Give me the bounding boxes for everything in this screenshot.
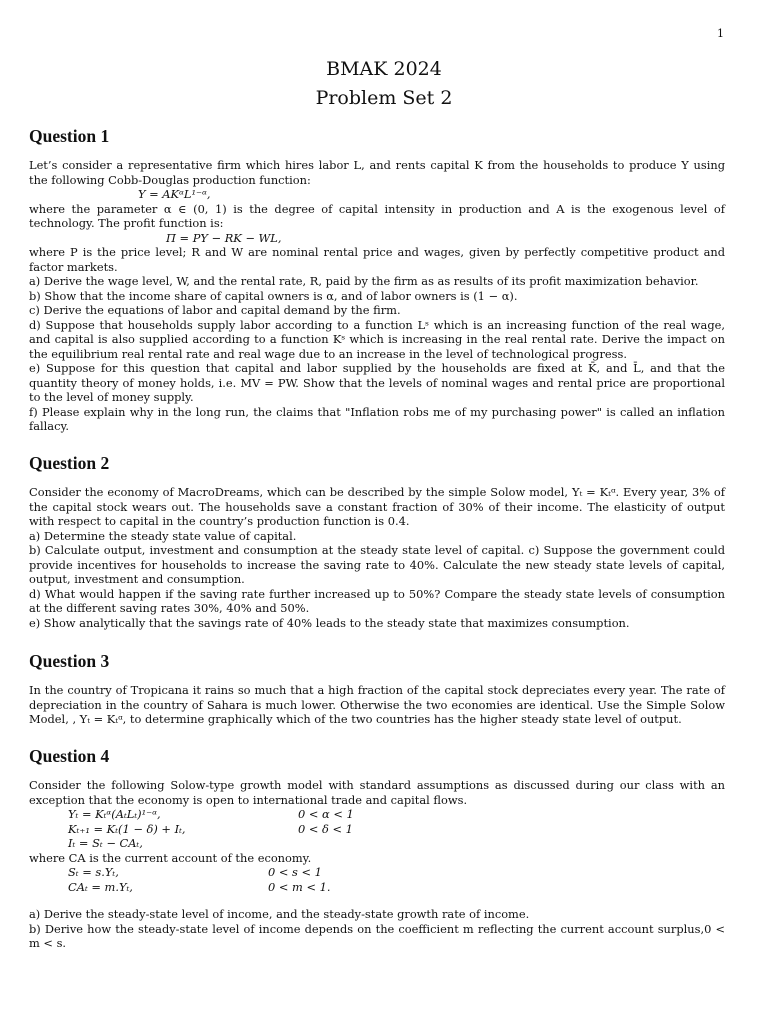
q1-part-d: d) Suppose that households supply labor according to a function Lˢ which is an increasing function of the real wage, and capital is also supplied according to a function Kˢ which is increasing in the real rental rate. Derive the impact on the equilibrium real rental rate and real wage due to an increase in the level of technological progress. <box>29 317 725 361</box>
q4-equation-row <box>29 807 725 822</box>
q1-intro: Let’s consider a representative firm which hires labor L, and rents capital K from the households to produce Y using the following Cobb-Douglas production function: <box>29 158 725 187</box>
q1-production-function: Y = AKᵅL¹⁻ᵅ, <box>138 187 211 201</box>
q4-eq-lhs: CAₜ = m.Yₜ, <box>68 879 133 894</box>
q4-equation-row <box>29 822 725 837</box>
q4-eq-rhs: 0 < m < 1. <box>268 879 331 894</box>
q2-intro: Consider the economy of MacroDreams, which can be described by the simple Solow model, Yₜ = Kₜᵅ. Every year, 3% of the capital stock wears out. The households save a constant fraction of 30% of their income. The elasticity of output with respect to capital in the country’s production function is 0.4. <box>29 485 725 528</box>
q4-eq-lhs: Iₜ = Sₜ − CAₜ, <box>68 836 143 850</box>
question-2-heading: Question 2 <box>29 453 110 473</box>
q2-part-bc: b) Calculate output, investment and consumption at the steady state level of capital. c) Suppose the government could provide incentives for households to increase the saving rate to 40%. Calculate the new steady state levels of capital, output, investment and consumption. <box>29 543 725 586</box>
q1-part-e: e) Suppose for this question that capital and labor supplied by the households are fixed at K̄, and L̄, and that the quantity theory of money holds, i.e. MV = PW. Show that the levels of nominal wages and rental price are proportional to the level of money supply. <box>29 361 725 404</box>
q4-intro: Consider the following Solow-type growth model with standard assumptions as discussed during our class with an exception that the economy is open to international trade and capital flows. <box>29 778 725 807</box>
q4-eq-lhs: Sₜ = s.Yₜ, <box>68 865 119 879</box>
q2-part-d: d) What would happen if the saving rate further increased up to 50%? Compare the steady state levels of consumption at the different saving rates 30%, 40% and 50%. <box>29 586 725 615</box>
q1-prices-text: where P is the price level; R and W are nominal rental price and wages, given by perfectly competitive product and factor markets. <box>29 245 725 274</box>
title-block <box>0 55 768 113</box>
q4-eq-rhs: 0 < δ < 1 <box>298 821 353 836</box>
q4-eq-rhs: 0 < α < 1 <box>298 807 354 821</box>
q1-part-c: c) Derive the equations of labor and capital demand by the firm. <box>29 303 401 317</box>
question-4 <box>29 745 725 951</box>
q4-eq-rhs: 0 < s < 1 <box>268 865 322 879</box>
q4-eq-lhs: Kₜ₊₁ = Kₜ(1 − δ) + Iₜ, <box>68 821 186 836</box>
page-number: 1 <box>717 27 724 40</box>
q4-part-a: a) Derive the steady-state level of income, and the steady-state growth rate of income. <box>29 907 530 921</box>
question-3-heading: Question 3 <box>29 651 110 671</box>
q4-current-account-text: where CA is the current account of the economy. <box>29 850 312 865</box>
q1-part-a: a) Derive the wage level, W, and the rental rate, R, paid by the firm as as results of its profit maximization behavior. <box>29 274 699 288</box>
document-subtitle: Problem Set 2 <box>315 87 453 109</box>
question-1 <box>29 125 725 434</box>
q4-equation-row <box>29 865 725 880</box>
question-4-heading: Question 4 <box>29 746 110 766</box>
q3-text: In the country of Tropicana it rains so much that a high fraction of the capital stock depreciates every year. The rate of depreciation in the country of Sahara is much lower. Otherwise the two economies are identical. Use the Simple Solow Model, , Yₜ = Kₜᵅ, to determine graphically which of the two countries has the higher steady state level of output. <box>29 683 725 726</box>
q4-equation-row <box>29 836 725 851</box>
question-1-heading: Question 1 <box>29 126 110 146</box>
q4-eq-lhs: Yₜ = Kₜᵅ(AₜLₜ)¹⁻ᵅ, <box>68 807 161 821</box>
q1-profit-function: Π = PY − RK − WL, <box>166 230 282 245</box>
question-2 <box>29 452 725 630</box>
document-title: BMAK 2024 <box>326 58 442 80</box>
q4-part-b: b) Derive how the steady-state level of income depends on the coefficient m reflecting the current account surplus,0 < m < s. <box>29 921 725 950</box>
q1-part-f: f) Please explain why in the long run, the claims that "Inflation robs me of my purchasing power" is called an inflation fallacy. <box>29 404 725 433</box>
q2-part-e: e) Show analytically that the savings rate of 40% leads to the steady state that maximizes consumption. <box>29 615 630 630</box>
q2-part-a: a) Determine the steady state value of capital. <box>29 528 297 543</box>
q4-equation-row <box>29 880 725 895</box>
question-3 <box>29 650 725 727</box>
q1-parameter-text: where the parameter α ∈ (0, 1) is the degree of capital intensity in production and A is the exogenous level of technology. The profit function is: <box>29 201 725 230</box>
q1-part-b: b) Show that the income share of capital owners is α, and of labor owners is (1 − α). <box>29 288 518 303</box>
